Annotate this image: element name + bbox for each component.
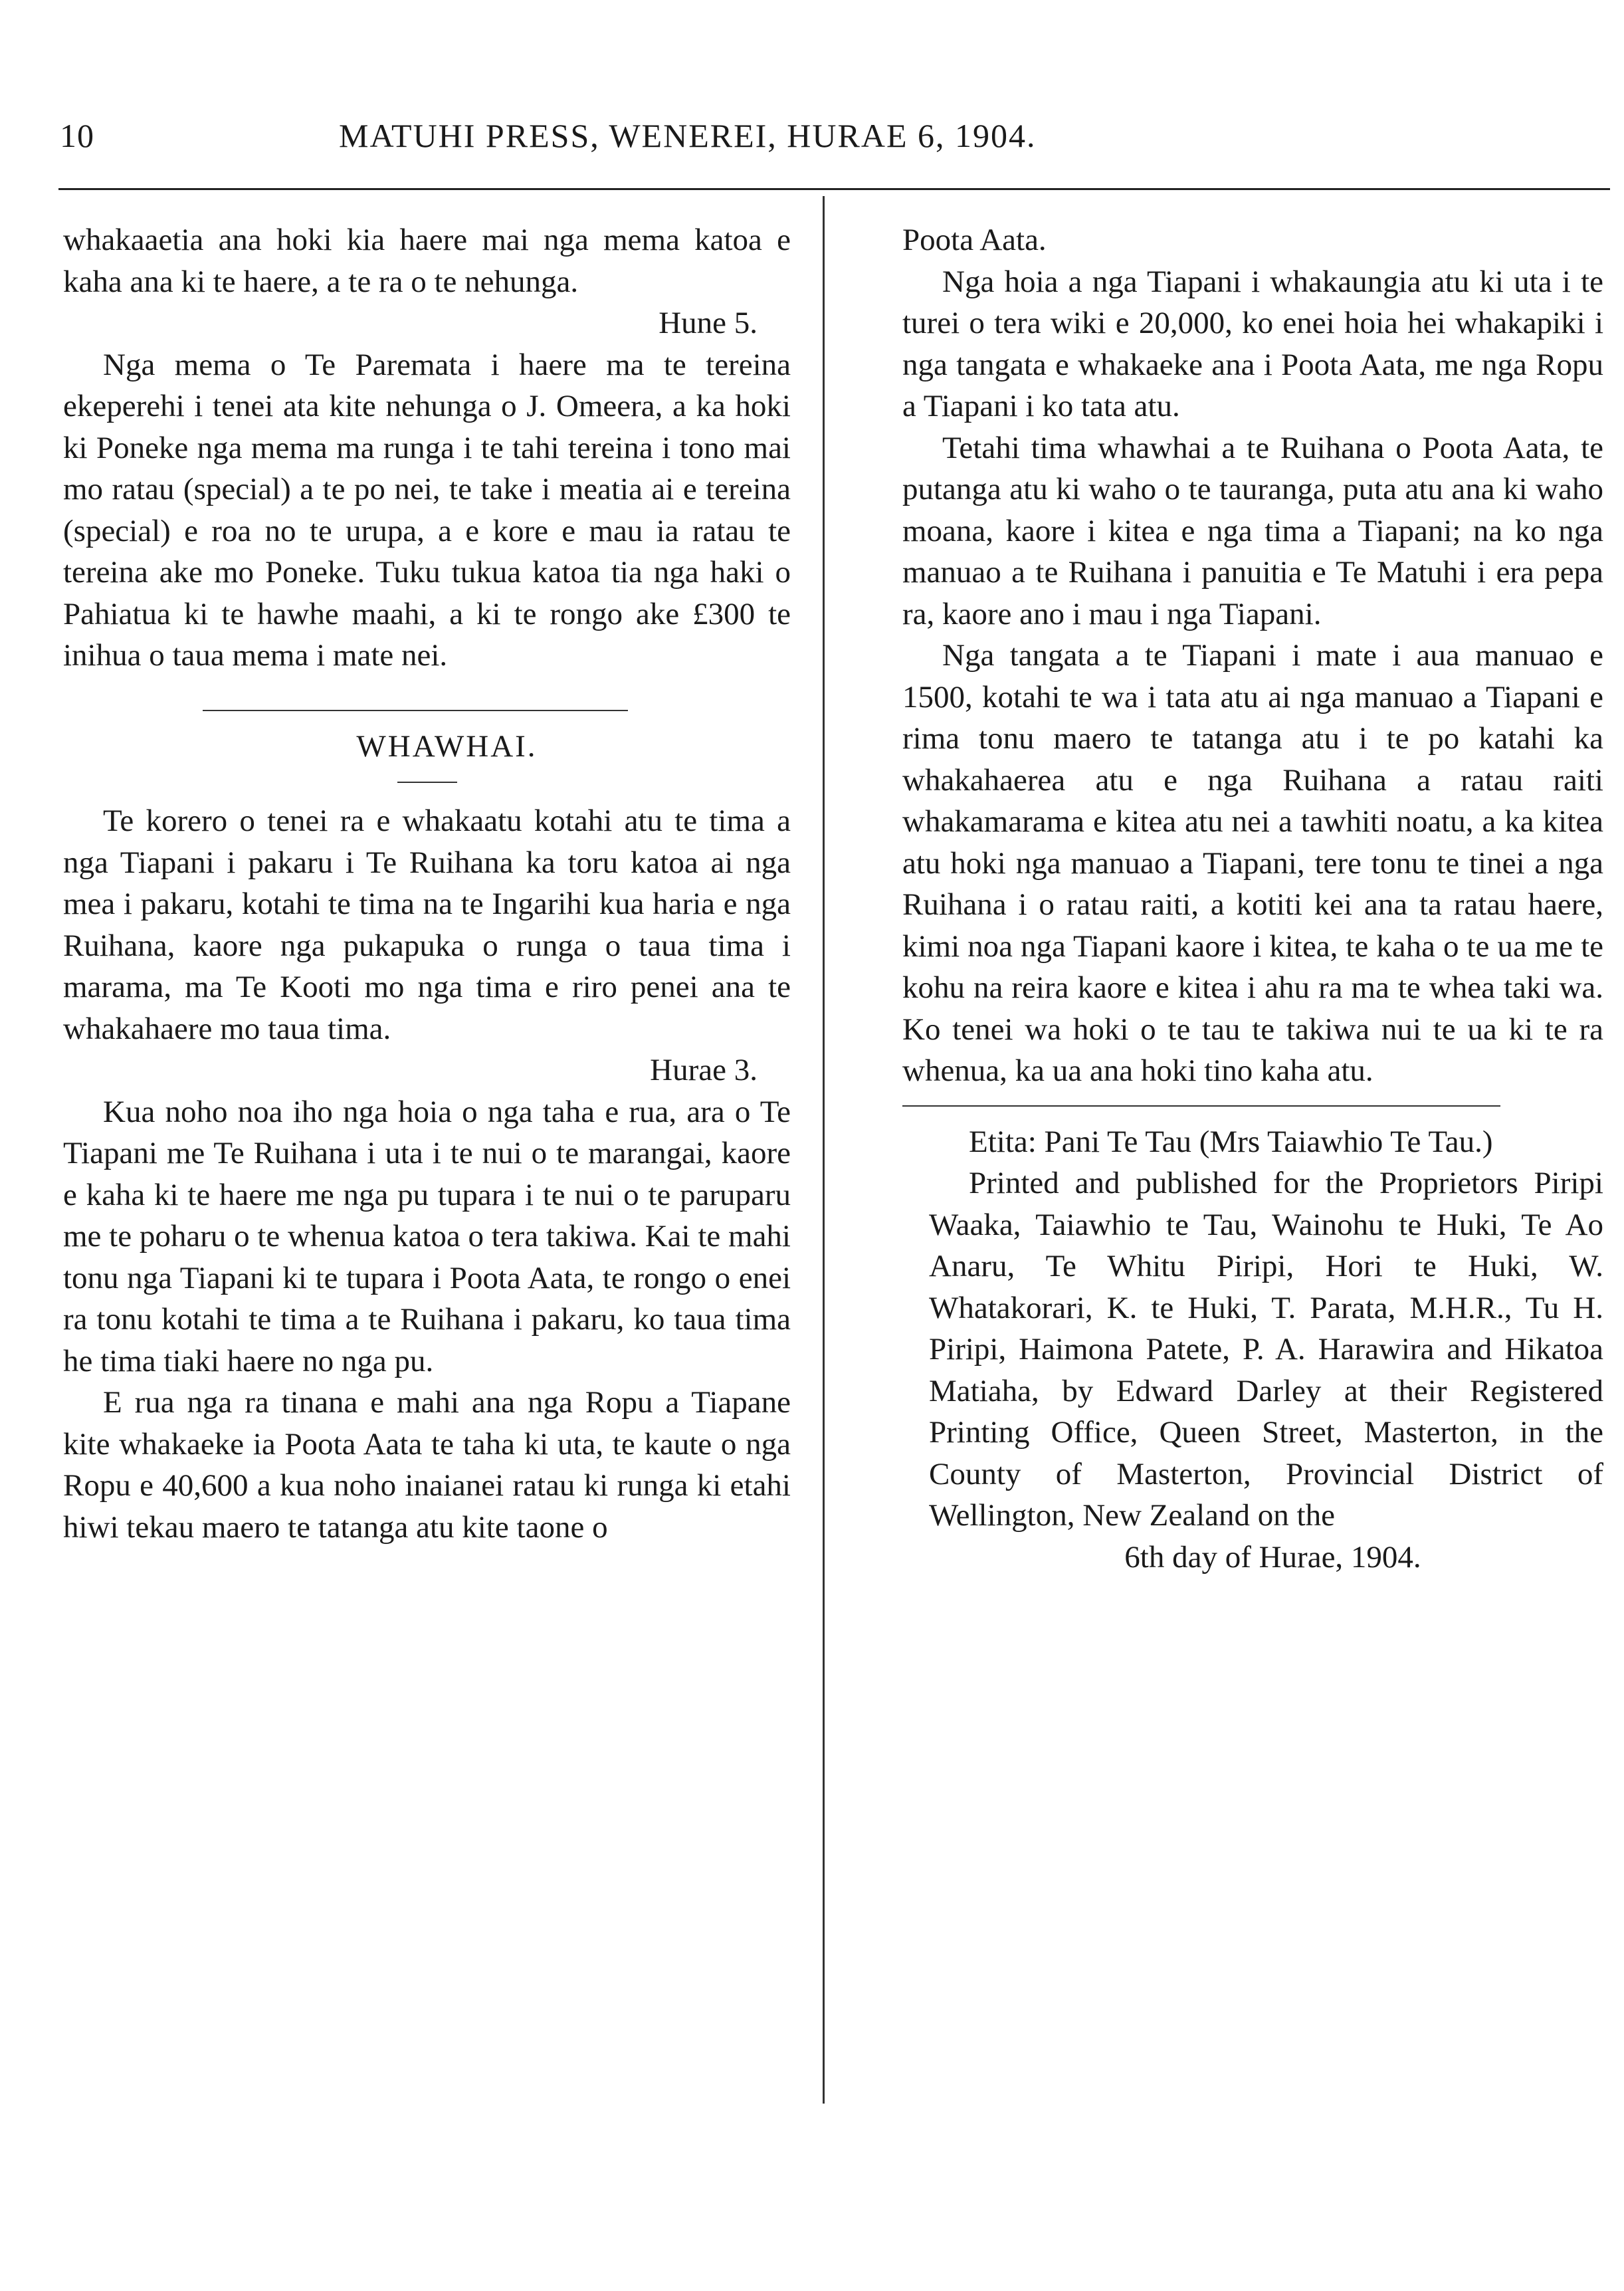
article-paragraph: Poota Aata.: [902, 223, 1047, 257]
article-paragraph: Kua noho noa iho nga hoia o nga taha e rua, ara o Te Tiapani me Te Ruihana i uta i te nui o te marangai, kaore e kaha ki te haere me nga pu tupara i te nui o te paruparu me te poharu o te whenua katoa o tera takiwa. Kai te mahi tonu nga Tiapani ki te tupara i Poota Aata, te rongo o enei ra tonu kotahi te tima a te Ruihana i pakaru, ko taua tima he tima tiaki haere no nga pu.: [63, 1094, 791, 1378]
article-paragraph: Nga tangata a te Tiapani i mate i aua manuao e 1500, kotahi te wa i tata atu ai nga manuao a Tiapani e rima tonu maero te tatanga atu i te po katahi ka whakahaerea atu e nga Ruihana a ratau raiti whakamarama e kitea atu nei a tawhiti noatu, a ka kitea atu hoki nga manuao a Tiapani, tere tonu te tinei a nga Ruihana i o ratau raiti, a kotiti kei ana ta ratau haere, kimi noa nga Tiapani kaore i kitea, te kaha o te ua me te kohu na reira kaore e kitea i ahu ra ma te whea taki wa. Ko tenei wa hoki o te tau te takiwa nui te ua ki te ra whenua, ka ua ana hoki tino kaha atu.: [902, 638, 1603, 1088]
page-number: 10: [60, 117, 94, 154]
header-rule: [58, 188, 1610, 190]
article-paragraph: whakaaetia ana hoki kia haere mai nga mema katoa e kaha ana ki te haere, a te ra o te nehunga.: [63, 223, 791, 299]
article-paragraph: Te korero o tenei ra e whakaatu kotahi atu te tima a nga Tiapani i pakaru i Te Ruihana ka toru katoa ai nga mea i pakaru, kotahi te tima na te Ingarihi kua haria e nga Ruihana, kaore nga pukapuka o runga o taua tima i marama, ma Te Kooti mo nga tima e riro penei ana te whakahaere mo taua tima.: [63, 804, 791, 1046]
running-title: MATUHI PRESS, WENEREI, HURAE 6, 1904.: [339, 117, 1037, 154]
section-heading: WHAWHAI.: [356, 728, 538, 764]
column-divider: [823, 196, 825, 2104]
dateline: Hurae 3.: [650, 1053, 758, 1087]
article-paragraph: Nga hoia a nga Tiapani i whakaungia atu ki uta i te turei o tera wiki e 20,000, ko enei hoia hei whakapiki i nga tangata e whakaeke ana i Poota Aata, me nga Ropu a Tiapani i ko tata atu.: [902, 264, 1603, 423]
editor-credit: Etita: Pani Te Tau (Mrs Taiawhio Te Tau.): [969, 1124, 1493, 1159]
right-column: [902, 219, 1603, 1578]
section-rule: [902, 1105, 1500, 1107]
imprint-notice: Printed and published for the Proprietors Piripi Waaka, Taiawhio te Tau, Wainohu te Huki, Te Ao Anaru, Te Whitu Piripi, Hori te Huki, W. Whatakorari, K. te Huki, T. Parata, M.H.R., Tu H. Piripi, Haimona Patete, P. A. Harawira and Hikatoa Matiaha, by Edward Darley at their Registered Printing Office, Queen Street, Masterton, in the County of Masterton, Provincial District of Wellington, New Zealand on the: [929, 1166, 1603, 1533]
page-header: [40, 116, 1621, 156]
article-paragraph: Nga mema o Te Paremata i haere ma te tereina ekeperehi i tenei ata kite nehunga o J. Omeera, a ka hoki ki Poneke nga mema ma runga i te tahi tereina i tono mai mo ratau (special) a te po nei, te take i meatia ai e tereina (special) e roa no te urupa, a e kore e mau ia ratau te tereina ake mo Poneke. Tuku tukua katoa tia nga haki o Pahiatua ki te hawhe maahi, a ki te rongo ake £300 te inihua o taua mema i mate nei.: [63, 347, 791, 673]
heading-underline: [397, 782, 457, 783]
left-column: [63, 219, 791, 1548]
section-rule: [203, 710, 628, 711]
dateline: Hune 5.: [659, 306, 758, 340]
imprint-date: 6th day of Hurae, 1904.: [1124, 1539, 1421, 1575]
article-paragraph: E rua nga ra tinana e mahi ana nga Ropu a Tiapane kite whakaeke ia Poota Aata te taha ki uta, te kaute o nga Ropu e 40,600 a kua noho inaianei ratau ki runga ki etahi hiwi tekau maero te tatanga atu kite taone o: [63, 1385, 791, 1545]
article-paragraph: Tetahi tima whawhai a te Ruihana o Poota Aata, te putanga atu ki waho o te tauranga, puta atu ana ki waho moana, kaore i kitea e nga tima a Tiapani; na ko nga manuao a te Ruihana i panuitia e Te Matuhi i era pepa ra, kaore ano i mau i nga Tiapani.: [902, 430, 1603, 631]
